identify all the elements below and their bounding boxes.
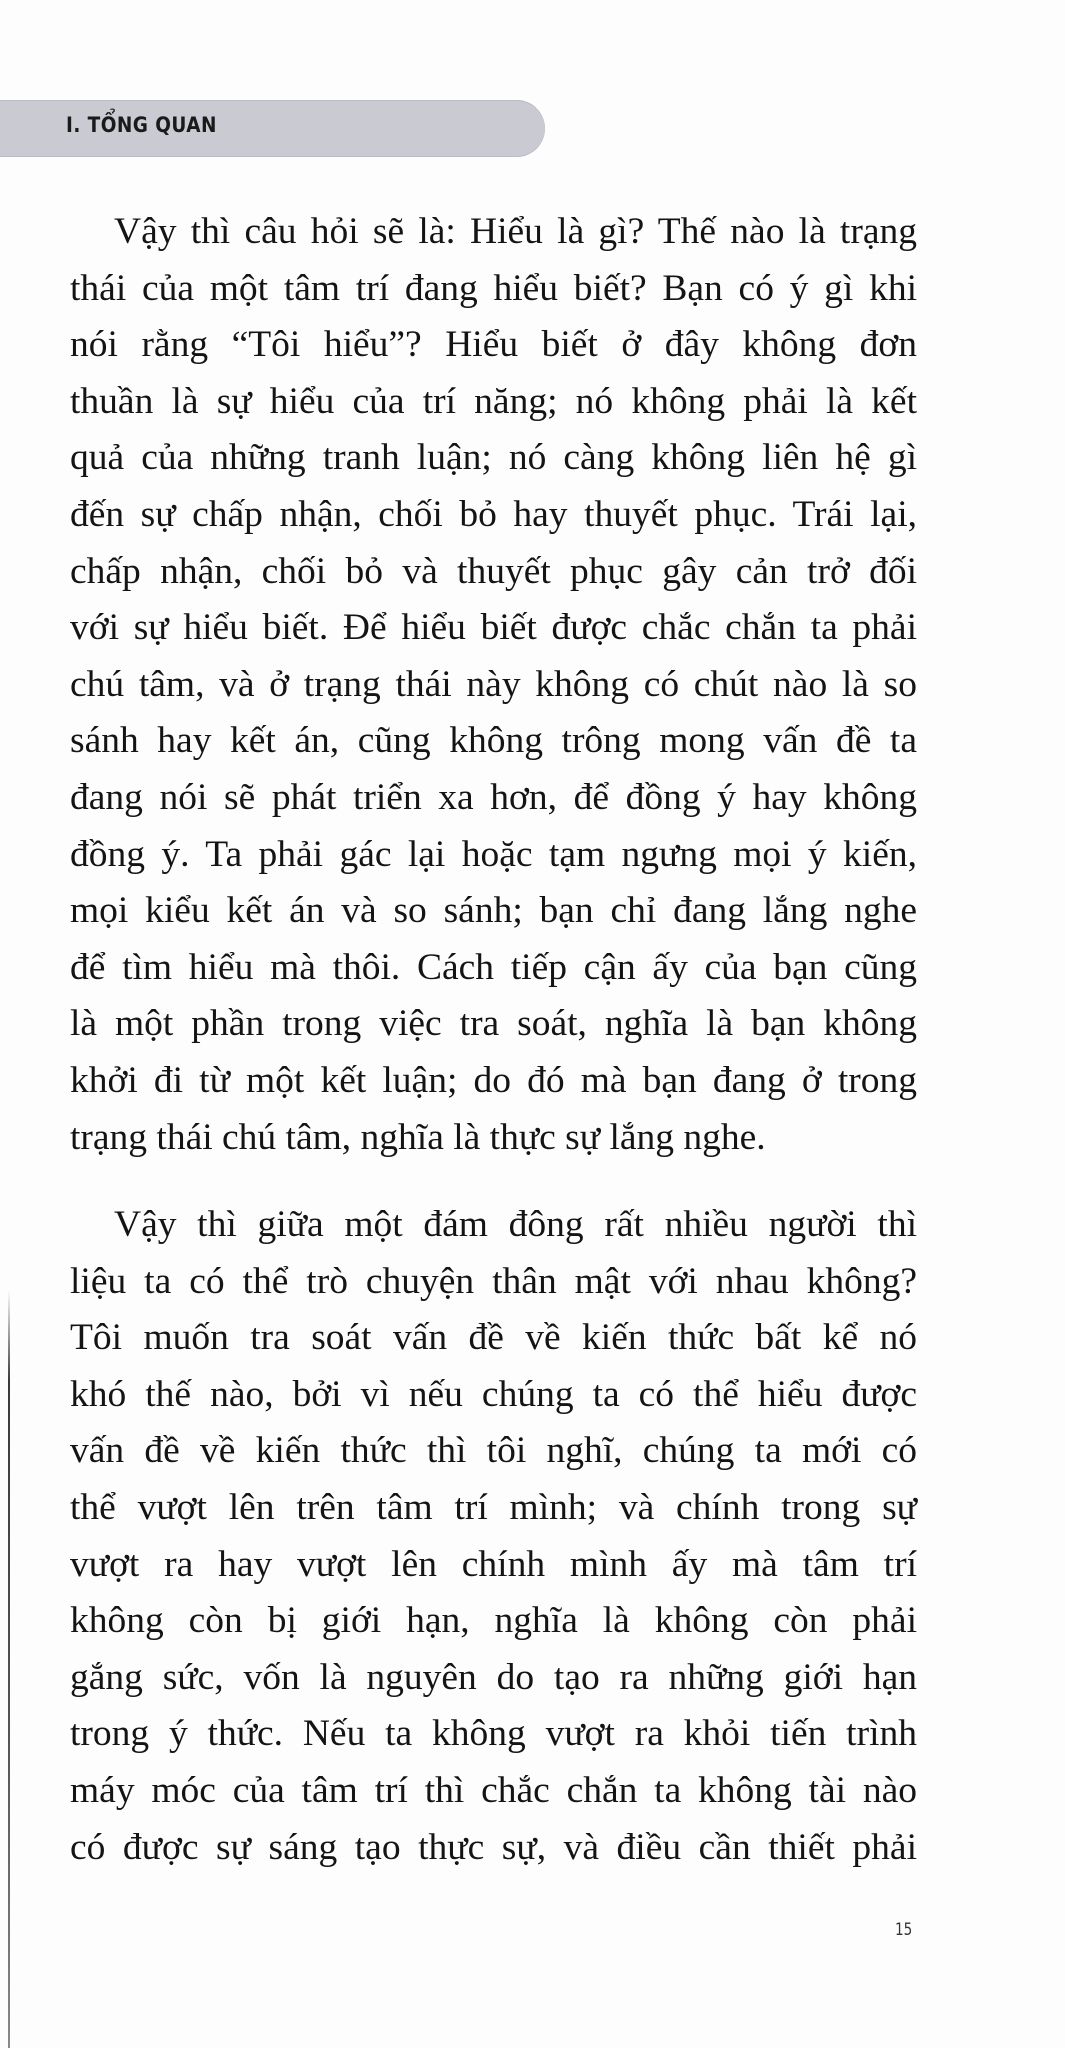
text-line: trong ý thức. Nếu ta không vượt ra khỏi tiến trình [70,1713,917,1755]
text-line: khó thế nào, bởi vì nếu chúng ta có thể hiểu được [70,1373,917,1415]
text-line: đến sự chấp nhận, chối bỏ hay thuyết phục. Trái lại, [70,493,917,535]
text-line: gắng sức, vốn là nguyên do tạo ra những giới hạn [70,1656,917,1698]
paragraph-2 [70,1197,917,1876]
text-line: quả của những tranh luận; nó càng không liên hệ gì [70,437,917,479]
text-line: với sự hiểu biết. Để hiểu biết được chắc chắn ta phải [70,607,917,649]
text-line: liệu ta có thể trò chuyện thân mật với nhau không? [70,1260,917,1302]
text-line: thái của một tâm trí đang hiểu biết? Bạn có ý gì khi [70,267,917,309]
text-line: không còn bị giới hạn, nghĩa là không còn phải [70,1600,917,1642]
section-title: I. TỔNG QUAN [66,113,217,137]
text-line: mọi kiểu kết án và so sánh; bạn chỉ đang lắng nghe [70,890,917,932]
text-line: vượt ra hay vượt lên chính mình ấy mà tâm trí [70,1543,917,1585]
text-line: Vậy thì giữa một đám đông rất nhiều người thì [114,1204,917,1245]
text-line: trạng thái chú tâm, nghĩa là thực sự lắng nghe. [70,1116,766,1158]
text-line: nói rằng “Tôi hiểu”? Hiểu biết ở đây không đơn [70,324,917,366]
text-line: thuần là sự hiểu của trí năng; nó không phải là kết [70,380,917,422]
text-line: có được sự sáng tạo thực sự, và điều cần thiết phải [70,1826,917,1868]
text-line: thể vượt lên trên tâm trí mình; và chính trong sự [70,1486,917,1528]
text-line: để tìm hiểu mà thôi. Cách tiếp cận ấy của bạn cũng [70,946,917,988]
text-line: Vậy thì câu hỏi sẽ là: Hiểu là gì? Thế nào là trạng [114,211,917,252]
text-line: đồng ý. Ta phải gác lại hoặc tạm ngưng mọi ý kiến, [70,833,917,875]
text-line: Tôi muốn tra soát vấn đề về kiến thức bất kể nó [70,1317,917,1359]
book-gutter-edge [8,1290,10,2048]
text-line: máy móc của tâm trí thì chắc chắn ta không tài nào [70,1769,917,1811]
text-line: đang nói sẽ phát triển xa hơn, để đồng ý hay không [70,776,917,818]
paragraph-1 [70,204,917,1166]
text-line: vấn đề về kiến thức thì tôi nghĩ, chúng ta mới có [70,1430,917,1472]
text-line: chú tâm, và ở trạng thái này không có chút nào là so [70,663,917,705]
text-line: là một phần trong việc tra soát, nghĩa là bạn không [70,1003,917,1045]
text-line: sánh hay kết án, cũng không trông mong vấn đề ta [70,720,917,762]
page-number: 15 [895,1920,913,1940]
text-line: khởi đi từ một kết luận; do đó mà bạn đang ở trong [70,1059,917,1101]
text-line: chấp nhận, chối bỏ và thuyết phục gây cản trở đối [70,550,917,592]
